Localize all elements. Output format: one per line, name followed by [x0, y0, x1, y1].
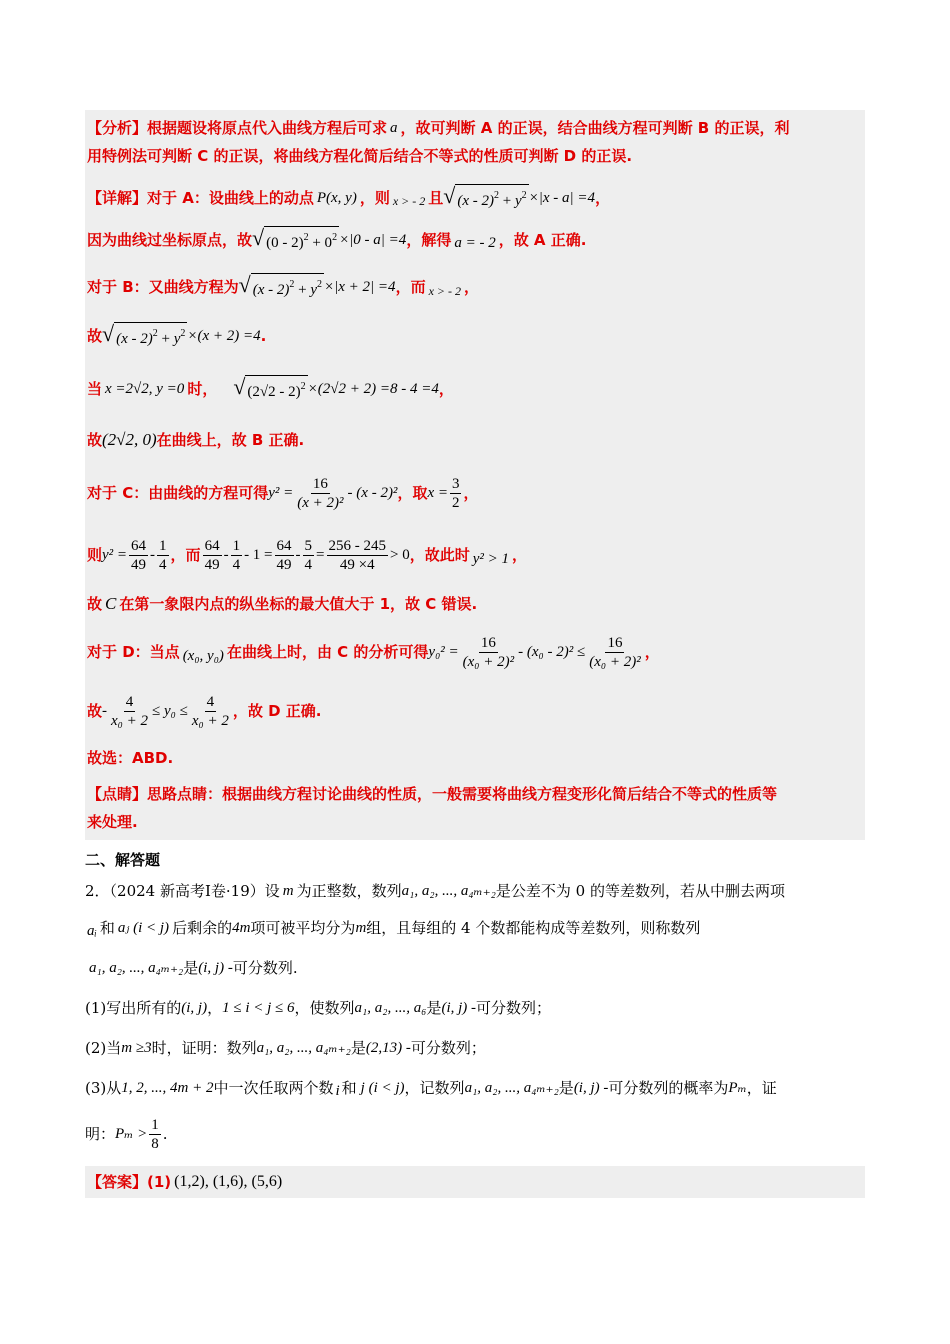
question-1 — [85, 988, 865, 1028]
detail-b3b-text: 时， — [187, 380, 218, 398]
c1-tail: - (x - 2)² — [347, 485, 398, 501]
detail-b2-text: 故 — [87, 327, 103, 345]
detail-b-line-2 — [87, 312, 865, 360]
detail-a1d-text: ， — [595, 189, 611, 207]
sqrt-expression: √ (2√2 - 2)$^2$ — [233, 375, 307, 403]
remark-tag: 【点睛】 — [87, 785, 148, 803]
q2-text-b: 时，证明：数列 — [151, 1039, 257, 1057]
d1-middle: - (x₀ - 2)² ≤ — [518, 644, 586, 660]
detail-c2c-text: ，故此时 — [409, 546, 470, 564]
detail-c-line-2: 则 y² = $\frac{64}{49}$ - $\frac{1}{4}$ ，而 $\frac{64}{49}$ - $\frac{1}{4}$ - 1 = $\frac{64}{49}$ - $\frac{5}{4}$ = $\frac{256 - 245}{49 \times 4}$ > 0 ，故此时 y² > 1 ， — [87, 537, 528, 573]
denominator: (x₀ + 2)² — [462, 653, 515, 670]
detail-a1b-text: ，则 — [359, 189, 390, 207]
q2-text-a: (2)当 — [85, 1039, 122, 1057]
detail-d2-text: 故 — [87, 702, 103, 720]
minus-sign: - — [102, 703, 108, 719]
denominator: 49 — [204, 556, 220, 573]
denominator: (x + 2)² — [297, 494, 344, 511]
index-set: 1, 2, ..., 4m + 2 — [121, 1080, 214, 1096]
numerator: 16 — [312, 475, 328, 492]
pair-ij: (i, j) - — [441, 1000, 477, 1016]
detail-a-line-1 — [87, 178, 865, 218]
numerator: 64 — [204, 537, 220, 554]
problem-text-2d: 组，且每组的 4 个数都能构成等差数列，则称数列 — [366, 919, 701, 937]
analysis-tag: 【分析】 — [87, 119, 148, 137]
problem-block — [85, 874, 865, 1160]
problem-text-2a: 和 — [99, 919, 115, 937]
problem-text-2c: 项可被平均分为 — [250, 919, 356, 937]
equation-tail: ×|0 - a| =4 — [339, 232, 407, 248]
detail-c1-text: 对于 C：由曲线的方程可得 — [87, 484, 269, 502]
condition-x: x > - 2 — [392, 194, 426, 208]
detail-a2c-text: ，故 A 正确. — [498, 231, 587, 249]
detail-a1c-text: 且 — [428, 189, 444, 207]
detail-c3b-text: 在第一象限内点的纵坐标的最大值大于 1，故 C 错误. — [119, 595, 478, 613]
numerator: 4 — [125, 693, 134, 710]
four-m: 4m — [232, 920, 251, 936]
question-2 — [85, 1028, 865, 1068]
numerator: 5 — [304, 537, 313, 554]
q1-text-c: ，使数列 — [294, 999, 355, 1017]
problem-text-3a: 是 — [183, 959, 199, 977]
probability-inequality: Pₘ > — [115, 1126, 148, 1142]
pair-ij: (i, j) - — [573, 1080, 609, 1096]
denominator: 4 — [232, 556, 241, 573]
numerator: 64 — [131, 537, 147, 554]
problem-text-3b: 可分数列. — [232, 959, 298, 977]
denominator: x₀ + 2 — [191, 712, 229, 729]
detail-c2d-text: ， — [512, 546, 528, 564]
detail-d1-text: 对于 D：当点 — [87, 643, 180, 661]
var-m: m — [282, 883, 294, 899]
detail-a1-text: 对于 A：设曲线上的动点 — [147, 189, 314, 207]
section-title: 二、解答题 — [85, 851, 161, 869]
sequence: a₁, a₂, ..., a₄ₘ₊₂ — [256, 1040, 351, 1056]
detail-b1b-text: ，而 — [395, 278, 426, 296]
sequence: a₁, a₂, ..., a₄ₘ₊₂ — [401, 883, 496, 899]
answer-part: (1) — [147, 1173, 172, 1191]
detail-block — [85, 174, 865, 780]
analysis-line-1 — [87, 114, 865, 142]
detail-c-line-3 — [87, 586, 865, 622]
q3-text-c: 和 — [341, 1079, 357, 1097]
denominator: 2 — [451, 494, 460, 511]
detail-c2b-text: ，而 — [170, 546, 201, 564]
detail-d-line-2 — [87, 682, 865, 740]
sqrt-expression: √ $(x - 2)^2 + y^2$ — [102, 322, 187, 350]
condition-x: x > - 2 — [428, 284, 461, 298]
detail-c1c-text: ， — [463, 484, 479, 502]
q2-text-c: 是 — [350, 1039, 366, 1057]
fraction — [587, 634, 642, 671]
sequence: a₁, a₂, ..., a₄ₘ₊₂ — [89, 960, 184, 976]
point-p: P(x, y) — [316, 190, 357, 206]
q4-text-a: 明： — [85, 1125, 116, 1143]
sqrt-expression: √ $(x - 2)^2 + y^2$ — [443, 184, 528, 212]
detail-c-line-1 — [87, 462, 865, 524]
probability-p: Pₘ — [728, 1080, 747, 1096]
answer-block — [85, 1166, 865, 1198]
problem-text-1b: 为正整数，数列 — [296, 882, 402, 900]
term-aj: aⱼ (i < j) — [117, 920, 170, 936]
q3-text-f: 可分数列的概率为 — [608, 1079, 729, 1097]
analysis-var-a: a — [390, 120, 398, 136]
q1-text-a: (1)写出所有的 — [85, 999, 182, 1017]
detail-c2-text: 则 — [87, 546, 103, 564]
fraction — [327, 537, 389, 574]
q3-text-e: 是 — [558, 1079, 574, 1097]
fraction — [129, 537, 148, 574]
denominator: 4 — [159, 556, 167, 573]
result-a: a = - 2 — [454, 235, 496, 251]
var-m: m — [355, 920, 367, 936]
d1-lhs: y₀² = — [428, 644, 459, 660]
sequence: a₁, a₂, ..., a₆ — [354, 1000, 427, 1016]
denominator: (x₀ + 2)² — [589, 653, 641, 670]
greater-than-zero: > 0 — [390, 547, 410, 563]
choice-text: 故选：ABD. — [87, 749, 174, 767]
detail-c3-text: 故 — [87, 595, 103, 613]
equation-tail: ×|x - a| =4 — [528, 190, 596, 206]
q1-text-b: ， — [207, 999, 223, 1017]
numerator: 1 — [151, 1116, 159, 1133]
fraction — [190, 693, 231, 730]
var-i: i — [335, 1083, 340, 1099]
sqrt-expression: √ $(0 - 2)^2 + 0^2$ — [252, 226, 339, 254]
q3-text-d: ，记数列 — [404, 1079, 465, 1097]
detail-b-line-3 — [87, 360, 865, 418]
range: 1 ≤ i < j ≤ 6 — [222, 1000, 295, 1016]
remark-line-2 — [87, 808, 865, 836]
detail-choice-line — [87, 740, 865, 776]
q3-text-g: ，证 — [746, 1079, 777, 1097]
x-assign: x = — [427, 485, 448, 501]
detail-b-line-1 — [87, 262, 865, 312]
numerator: 1 — [159, 537, 167, 554]
analysis-text-1a: 根据题设将原点代入曲线方程后可求 — [147, 119, 388, 137]
denominator: x₀ + 2 — [111, 712, 149, 729]
fraction — [275, 537, 294, 574]
problem-text-1a: 2．（2024 新高考Ⅰ卷·19）设 — [85, 882, 280, 900]
remark-block — [85, 780, 865, 840]
detail-b4b-text: 在曲线上，故 B 正确. — [156, 431, 305, 449]
detail-b3c-text: ， — [438, 380, 454, 398]
question-3 — [85, 1068, 865, 1108]
answer-line — [87, 1168, 865, 1196]
detail-a-line-2 — [87, 218, 865, 262]
c1-lhs: y² = — [268, 485, 294, 501]
equation-tail: ×(x + 2) =4 — [187, 328, 261, 344]
q1-text-e: 可分数列； — [476, 999, 552, 1017]
fraction — [461, 634, 516, 671]
sequence: a₁, a₂, ..., a₄ₘ₊₂ — [464, 1080, 559, 1096]
fraction — [231, 537, 243, 574]
remark-text-1: 思路点睛：根据曲线方程讨论曲线的性质，一般需要将曲线方程变形化简后结合不等式的性质等 — [147, 785, 778, 803]
q1-text-d: 是 — [426, 999, 442, 1017]
detail-b-line-4 — [87, 418, 865, 462]
denominator: 4 — [304, 556, 313, 573]
detail-tag: 【详解】 — [87, 189, 148, 207]
numerator: 4 — [206, 693, 215, 710]
q4-text-b: . — [162, 1125, 168, 1143]
denominator: 49 — [276, 556, 292, 573]
detail-c1b-text: ，取 — [397, 484, 428, 502]
pair-ij: (i, j) — [181, 1000, 208, 1016]
detail-d2b-text: ，故 D 正确. — [232, 702, 322, 720]
numerator: 16 — [480, 634, 496, 651]
numerator: 64 — [276, 537, 292, 554]
fraction — [109, 693, 150, 730]
denominator: 8 — [151, 1135, 159, 1152]
problem-line-2 — [85, 908, 865, 948]
fraction — [450, 475, 462, 512]
detail-a2-text: 因为曲线过坐标原点，故 — [87, 231, 253, 249]
term-ai: aᵢ — [87, 923, 97, 939]
special-values: x =2√2, y =0 — [105, 381, 185, 397]
c2-result: y² > 1 — [472, 551, 510, 567]
m-condition: m ≥3 — [121, 1040, 152, 1056]
page-content — [85, 110, 865, 1198]
detail-b1c-text: ， — [464, 278, 480, 296]
pair-ij: (i, j) - — [198, 960, 233, 976]
analysis-line-2 — [87, 142, 865, 170]
denominator: 49 — [131, 556, 147, 573]
fraction — [157, 537, 169, 574]
fraction — [149, 1116, 161, 1153]
fraction — [295, 475, 345, 512]
analysis-text-2: 用特例法可判断 C 的正误，将曲线方程化简后结合不等式的性质可判断 D 的正误. — [87, 147, 633, 165]
detail-b3-text: 当 — [87, 380, 103, 398]
fraction — [303, 537, 315, 574]
fraction — [203, 537, 222, 574]
pair-2-13: (2,13) - — [365, 1040, 411, 1056]
curve-c: C — [105, 594, 117, 613]
question-3-continued — [85, 1108, 865, 1160]
detail-a2b-text: ，解得 — [406, 231, 452, 249]
numerator: 16 — [607, 634, 623, 651]
numerator: 3 — [451, 475, 460, 492]
detail-d1b-text: 在曲线上时，由 C 的分析可得 — [226, 643, 429, 661]
q2-text-d: 可分数列； — [410, 1039, 486, 1057]
analysis-block — [85, 110, 865, 174]
q3-text-b: 中一次任取两个数 — [213, 1079, 334, 1097]
minus-one: - 1 = — [244, 547, 273, 563]
detail-d-line-1 — [87, 622, 865, 682]
sqrt-expression: √ $(x - 2)^2 + y^2$ — [239, 273, 324, 301]
numerator: 256 - 245 — [328, 537, 386, 554]
problem-line-3 — [85, 948, 865, 988]
detail-b4-text: 故 — [87, 431, 103, 449]
equation-tail: ×|x + 2| =4 — [324, 279, 396, 295]
var-j: j (i < j) — [360, 1080, 405, 1096]
c2-lhs: y² = — [102, 547, 128, 563]
q3-text-a: (3)从 — [85, 1079, 122, 1097]
detail-b1-text: 对于 B：又曲线方程为 — [87, 278, 239, 296]
detail-b2b-text: . — [260, 327, 267, 345]
analysis-text-1b: ，故可判断 A 的正误，结合曲线方程可判断 B 的正误，利 — [400, 119, 790, 137]
answer-value: (1,2), (1,6), (5,6) — [174, 1173, 283, 1190]
d2-middle: ≤ y₀ ≤ — [152, 703, 188, 719]
detail-d1c-text: ， — [644, 643, 660, 661]
denominator: 49 ×4 — [339, 556, 375, 573]
problem-text-1c: 是公差不为 0 的等差数列，若从中删去两项 — [495, 882, 785, 900]
problem-text-2b: 后剩余的 — [172, 919, 233, 937]
numerator: 1 — [232, 537, 241, 554]
remark-line-1 — [87, 780, 865, 808]
answer-tag: 【答案】 — [87, 1173, 148, 1191]
equation-tail: ×(2√2 + 2) =8 - 4 =4 — [307, 381, 439, 397]
point-on-curve: (2√2, 0) — [102, 430, 157, 449]
remark-text-2: 来处理. — [87, 813, 138, 831]
problem-line-1 — [85, 874, 865, 908]
point-x0-y0: (x₀, y₀) — [182, 648, 224, 664]
